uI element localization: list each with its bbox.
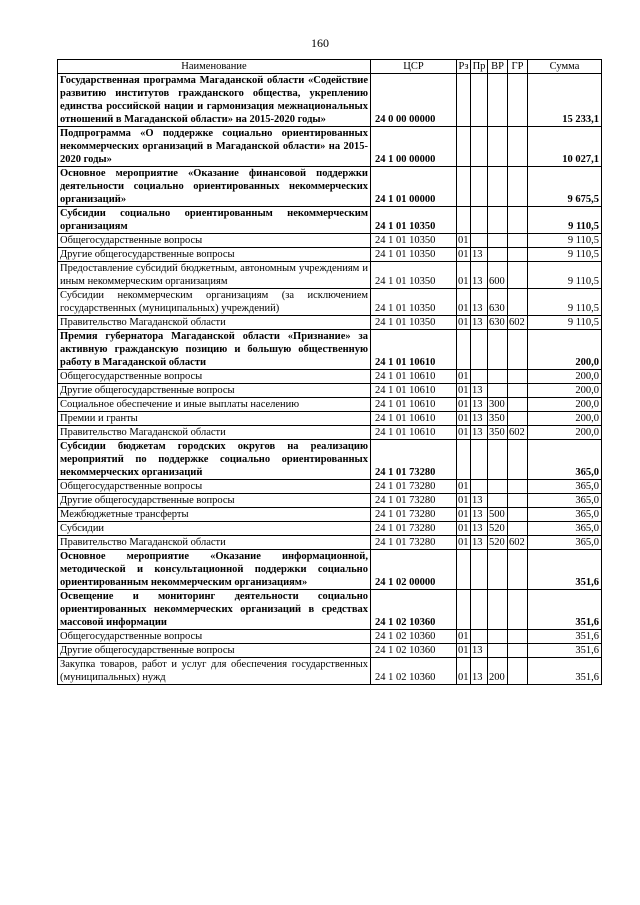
header-gr: ГР xyxy=(508,60,528,74)
cell-name: Освещение и мониторинг деятельности социально ориентированных некоммерческих организаций в средствах массовой информации xyxy=(58,590,371,630)
cell-sum: 365,0 xyxy=(528,508,602,522)
cell-csr: 24 1 02 00000 xyxy=(371,550,457,590)
cell-vr xyxy=(488,167,508,207)
table-row xyxy=(58,74,602,127)
cell-sum: 9 110,5 xyxy=(528,316,602,330)
cell-sum: 351,6 xyxy=(528,658,602,685)
cell-vr xyxy=(488,590,508,630)
cell-csr: 24 1 01 10350 xyxy=(371,234,457,248)
cell-vr xyxy=(488,207,508,234)
cell-gr xyxy=(508,234,528,248)
cell-rz: 01 xyxy=(458,645,469,656)
cell-rz: 01 xyxy=(458,537,469,548)
cell-sum: 15 233,1 xyxy=(528,74,602,127)
header-sum: Сумма xyxy=(528,60,602,74)
cell-csr: 24 1 01 10350 xyxy=(371,289,457,316)
table-row xyxy=(58,536,602,550)
cell-pr xyxy=(471,207,488,234)
cell-gr xyxy=(508,590,528,630)
table-row xyxy=(58,412,602,426)
cell-gr xyxy=(508,384,528,398)
cell-csr: 24 1 01 10350 xyxy=(371,316,457,330)
cell-rz xyxy=(457,590,471,630)
cell-rz: 01 xyxy=(458,399,469,410)
cell-name: Правительство Магаданской области xyxy=(58,426,371,440)
cell-sum: 351,6 xyxy=(528,644,602,658)
header-pr: Пр xyxy=(471,60,488,74)
cell-rz: 01 xyxy=(458,523,469,534)
cell-pr xyxy=(471,440,488,480)
cell-rz: 01 xyxy=(458,481,469,492)
cell-rz xyxy=(457,207,471,234)
cell-pr xyxy=(471,74,488,127)
cell-gr xyxy=(508,370,528,384)
cell-rz: 01 xyxy=(457,289,471,316)
cell-pr: 13 xyxy=(471,508,488,522)
cell-name: Социальное обеспечение и иные выплаты населению xyxy=(58,398,371,412)
cell-name: Другие общегосударственные вопросы xyxy=(58,248,371,262)
table-header xyxy=(58,60,602,74)
cell-pr xyxy=(471,630,488,644)
cell-rz xyxy=(457,127,471,167)
cell-gr xyxy=(508,262,528,289)
cell-csr: 24 1 02 10360 xyxy=(371,658,457,685)
cell-pr xyxy=(471,167,488,207)
cell-pr: 13 xyxy=(471,658,488,685)
cell-sum: 365,0 xyxy=(528,494,602,508)
cell-csr: 24 1 01 00000 xyxy=(371,167,457,207)
cell-gr xyxy=(508,127,528,167)
cell-csr: 24 1 01 10350 xyxy=(371,262,457,289)
cell-pr: 13 xyxy=(471,426,488,440)
cell-sum: 351,6 xyxy=(528,590,602,630)
cell-sum: 200,0 xyxy=(528,398,602,412)
cell-vr xyxy=(488,330,508,370)
cell-gr xyxy=(508,522,528,536)
table-row xyxy=(58,370,602,384)
cell-pr: 13 xyxy=(471,384,488,398)
cell-csr: 24 1 01 10610 xyxy=(371,330,457,370)
cell-gr: 602 xyxy=(508,536,528,550)
cell-vr xyxy=(488,127,508,167)
cell-gr xyxy=(508,412,528,426)
cell-name: Субсидии некоммерческим организациям (за исключением государственных (муниципальных) учреждений) xyxy=(58,289,371,316)
cell-csr: 24 1 01 73280 xyxy=(371,522,457,536)
cell-sum: 200,0 xyxy=(528,370,602,384)
cell-pr xyxy=(471,370,488,384)
cell-rz: 01 xyxy=(458,385,469,396)
cell-sum: 200,0 xyxy=(528,426,602,440)
cell-name: Основное мероприятие «Оказание финансовой поддержки деятельности социально ориентированных некоммерческих организаций» xyxy=(58,167,371,207)
table-row xyxy=(58,644,602,658)
table-row xyxy=(58,658,602,685)
cell-vr xyxy=(488,234,508,248)
budget-table xyxy=(57,59,602,685)
cell-gr xyxy=(508,550,528,590)
cell-pr: 13 xyxy=(471,248,488,262)
cell-sum: 200,0 xyxy=(528,330,602,370)
cell-sum: 9 110,5 xyxy=(528,207,602,234)
cell-sum: 351,6 xyxy=(528,630,602,644)
cell-csr: 24 1 01 10610 xyxy=(371,384,457,398)
cell-pr: 13 xyxy=(471,494,488,508)
cell-gr xyxy=(508,494,528,508)
cell-rz: 01 xyxy=(458,371,469,382)
cell-rz: 01 xyxy=(458,317,469,328)
cell-name: Закупка товаров, работ и услуг для обеспечения государственных (муниципальных) нужд xyxy=(58,658,371,685)
cell-name: Государственная программа Магаданской области «Содействие развитию институтов гражданского общества, укреплению единства российской нации и гармонизация межнациональных отношений в Магаданской области» на 2015-2020 годы» xyxy=(58,74,371,127)
cell-name: Премии и гранты xyxy=(58,412,371,426)
cell-vr xyxy=(488,550,508,590)
cell-vr xyxy=(488,480,508,494)
cell-sum: 9 110,5 xyxy=(528,234,602,248)
table-row xyxy=(58,426,602,440)
cell-pr xyxy=(471,480,488,494)
cell-pr: 13 xyxy=(471,644,488,658)
table-row xyxy=(58,127,602,167)
table-row xyxy=(58,480,602,494)
cell-gr xyxy=(508,644,528,658)
cell-name: Общегосударственные вопросы xyxy=(58,630,371,644)
cell-name: Премия губернатора Магаданской области «Признание» за активную гражданскую позицию и большую общественную работу в Магаданской области xyxy=(58,330,371,370)
cell-rz: 01 xyxy=(458,495,469,506)
cell-sum: 200,0 xyxy=(528,412,602,426)
cell-sum: 10 027,1 xyxy=(528,127,602,167)
table-body xyxy=(58,74,602,685)
cell-name: Субсидии бюджетам городских округов на реализацию мероприятий по поддержке социально ориентированных некоммерческих организаций xyxy=(58,440,371,480)
cell-rz: 01 xyxy=(458,509,469,520)
cell-gr xyxy=(508,248,528,262)
cell-csr: 24 1 02 10360 xyxy=(371,590,457,630)
cell-csr: 24 1 01 10350 xyxy=(371,248,457,262)
header-name: Наименование xyxy=(58,60,371,74)
cell-csr: 24 1 02 10360 xyxy=(371,630,457,644)
page-number: 160 xyxy=(311,36,329,50)
cell-vr xyxy=(488,384,508,398)
cell-name: Общегосударственные вопросы xyxy=(58,370,371,384)
cell-pr: 13 xyxy=(471,316,488,330)
cell-name: Другие общегосударственные вопросы xyxy=(58,494,371,508)
cell-vr xyxy=(488,440,508,480)
table-row xyxy=(58,398,602,412)
cell-csr: 24 1 01 10610 xyxy=(371,398,457,412)
table-row xyxy=(58,234,602,248)
cell-csr: 24 1 01 73280 xyxy=(371,536,457,550)
cell-rz: 01 xyxy=(458,235,469,246)
cell-pr xyxy=(471,330,488,370)
cell-csr: 24 0 00 00000 xyxy=(371,74,457,127)
cell-name: Общегосударственные вопросы xyxy=(58,234,371,248)
cell-sum: 9 110,5 xyxy=(528,289,602,316)
table-row xyxy=(58,207,602,234)
cell-name: Другие общегосударственные вопросы xyxy=(58,384,371,398)
table-row xyxy=(58,330,602,370)
header-vr: ВР xyxy=(488,60,508,74)
table-row xyxy=(58,508,602,522)
table-row xyxy=(58,167,602,207)
table-row xyxy=(58,248,602,262)
cell-rz xyxy=(457,74,471,127)
cell-name: Правительство Магаданской области xyxy=(58,536,371,550)
table-row xyxy=(58,522,602,536)
table-row xyxy=(58,316,602,330)
cell-csr: 24 1 01 73280 xyxy=(371,494,457,508)
cell-pr xyxy=(471,234,488,248)
cell-sum: 365,0 xyxy=(528,536,602,550)
cell-gr xyxy=(508,74,528,127)
cell-vr xyxy=(488,630,508,644)
table-row xyxy=(58,262,602,289)
cell-name: Подпрограмма «О поддержке социально ориентированных некоммерческих организаций в Магаданской области» на 2015-2020 годы» xyxy=(58,127,371,167)
cell-vr: 200 xyxy=(488,658,508,685)
cell-csr: 24 1 01 10610 xyxy=(371,370,457,384)
cell-rz: 01 xyxy=(457,658,471,685)
cell-vr: 600 xyxy=(488,262,508,289)
cell-name: Субсидии социально ориентированным некоммерческим организациям xyxy=(58,207,371,234)
cell-gr: 602 xyxy=(508,316,528,330)
cell-csr: 24 1 02 10360 xyxy=(371,644,457,658)
cell-gr xyxy=(508,480,528,494)
cell-rz: 01 xyxy=(457,262,471,289)
cell-vr xyxy=(488,494,508,508)
cell-pr xyxy=(471,590,488,630)
cell-vr xyxy=(488,644,508,658)
cell-pr: 13 xyxy=(471,398,488,412)
cell-vr: 520 xyxy=(488,522,508,536)
cell-name: Субсидии xyxy=(58,522,371,536)
cell-gr xyxy=(508,508,528,522)
cell-rz: 01 xyxy=(458,427,469,438)
header-csr: ЦСР xyxy=(371,60,457,74)
cell-pr xyxy=(471,127,488,167)
cell-csr: 24 1 01 10610 xyxy=(371,412,457,426)
cell-name: Основное мероприятие «Оказание информационной, методической и консультационной поддержки социально ориентированным некоммерческим организациям» xyxy=(58,550,371,590)
cell-rz xyxy=(457,550,471,590)
cell-gr xyxy=(508,630,528,644)
cell-pr xyxy=(471,550,488,590)
cell-gr xyxy=(508,289,528,316)
cell-csr: 24 1 01 10610 xyxy=(371,426,457,440)
cell-name: Общегосударственные вопросы xyxy=(58,480,371,494)
table-row xyxy=(58,590,602,630)
cell-rz xyxy=(457,440,471,480)
cell-pr: 13 xyxy=(471,522,488,536)
cell-sum: 9 675,5 xyxy=(528,167,602,207)
cell-sum: 351,6 xyxy=(528,550,602,590)
table-row xyxy=(58,550,602,590)
cell-pr: 13 xyxy=(471,289,488,316)
cell-sum: 365,0 xyxy=(528,480,602,494)
cell-vr xyxy=(488,248,508,262)
cell-vr: 520 xyxy=(488,536,508,550)
header-rz: Рз xyxy=(458,61,469,72)
cell-rz: 01 xyxy=(458,249,469,260)
cell-sum: 9 110,5 xyxy=(528,248,602,262)
cell-rz xyxy=(457,167,471,207)
header-row xyxy=(58,60,602,74)
cell-sum: 365,0 xyxy=(528,522,602,536)
cell-gr: 602 xyxy=(508,426,528,440)
cell-pr: 13 xyxy=(471,262,488,289)
cell-gr xyxy=(508,167,528,207)
table-row xyxy=(58,494,602,508)
cell-vr xyxy=(488,74,508,127)
cell-rz: 01 xyxy=(458,631,469,642)
cell-name: Другие общегосударственные вопросы xyxy=(58,644,371,658)
cell-gr xyxy=(508,398,528,412)
cell-csr: 24 1 01 73280 xyxy=(371,480,457,494)
table-row xyxy=(58,289,602,316)
cell-vr: 500 xyxy=(488,508,508,522)
cell-rz: 01 xyxy=(458,413,469,424)
cell-sum: 9 110,5 xyxy=(528,262,602,289)
cell-vr: 630 xyxy=(488,289,508,316)
cell-gr xyxy=(508,207,528,234)
cell-gr xyxy=(508,440,528,480)
cell-name: Межбюджетные трансферты xyxy=(58,508,371,522)
cell-csr: 24 1 01 73280 xyxy=(371,440,457,480)
cell-sum: 200,0 xyxy=(528,384,602,398)
cell-pr: 13 xyxy=(471,536,488,550)
cell-name: Правительство Магаданской области xyxy=(58,316,371,330)
cell-rz xyxy=(457,330,471,370)
cell-vr: 350 xyxy=(488,412,508,426)
table-row xyxy=(58,384,602,398)
cell-csr: 24 1 01 73280 xyxy=(371,508,457,522)
cell-gr xyxy=(508,658,528,685)
cell-name: Предоставление субсидий бюджетным, автономным учреждениям и иным некоммерческим организациям xyxy=(58,262,371,289)
cell-vr: 300 xyxy=(488,398,508,412)
cell-csr: 24 1 00 00000 xyxy=(371,127,457,167)
cell-vr: 630 xyxy=(488,316,508,330)
cell-csr: 24 1 01 10350 xyxy=(371,207,457,234)
cell-sum: 365,0 xyxy=(528,440,602,480)
cell-vr: 350 xyxy=(488,426,508,440)
cell-pr: 13 xyxy=(471,412,488,426)
table-row xyxy=(58,630,602,644)
cell-gr xyxy=(508,330,528,370)
cell-vr xyxy=(488,370,508,384)
table-row xyxy=(58,440,602,480)
